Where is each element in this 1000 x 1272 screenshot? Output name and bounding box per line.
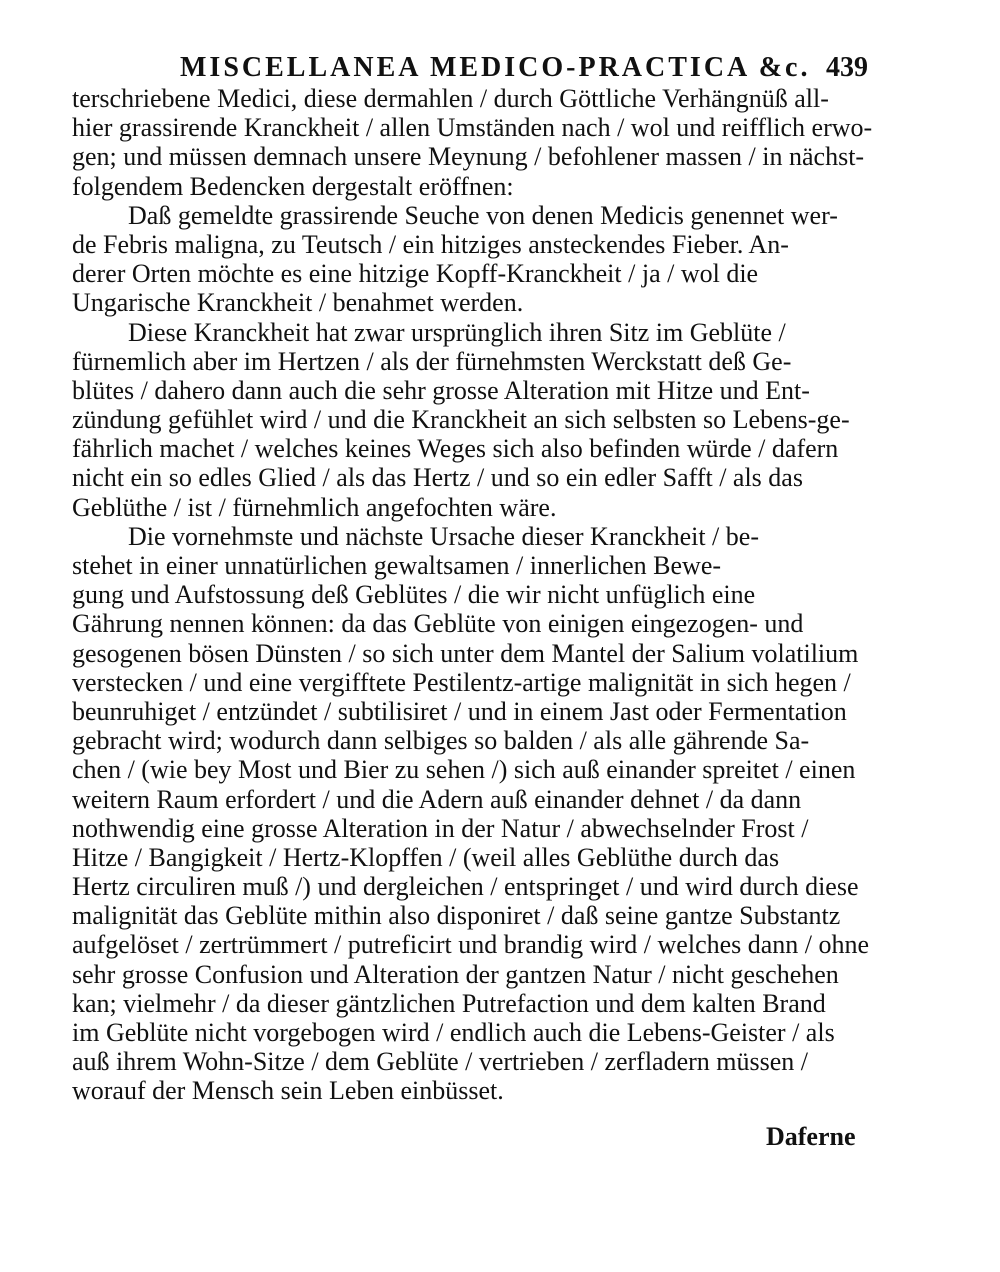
text-line: weitern Raum erfordert / und die Adern auß einander dehnet / da dann <box>72 784 802 814</box>
text-line: sehr grosse Confusion und Alteration der gantzen Natur / nicht geschehen <box>72 959 839 989</box>
text-line: Geblüthe / ist / fürnehmlich angefochten wäre. <box>72 492 557 522</box>
text-line: aufgelöset / zertrümmert / putreficirt und brandig wird / welches dann / ohne <box>72 930 870 960</box>
text-line: gen; und müssen demnach unsere Meynung / befohlener massen / in nächst- <box>72 142 865 172</box>
body-text <box>72 84 882 1106</box>
text-line: beunruhiget / entzündet / subtilisiret / und in einem Jast oder Fermentation <box>72 696 847 726</box>
text-line: auß ihrem Wohn-Sitze / dem Geblüte / vertrieben / zerfladern müssen / <box>72 1047 809 1077</box>
text-line: de Febris maligna, zu Teutsch / ein hitziges ansteckendes Fieber. An- <box>72 229 789 259</box>
paragraph-first-line: Diese Kranckheit hat zwar ursprünglich ihren Sitz im Geblüte / <box>128 317 786 347</box>
page-number: 439 <box>826 52 868 83</box>
paragraph-first-line: Daß gemeldte grassirende Seuche von denen Medicis genennet wer- <box>128 200 838 230</box>
text-line: hier grassirende Kranckheit / allen Umständen nach / wol und reifflich erwo- <box>72 113 873 143</box>
text-line: verstecken / und eine vergifftete Pestilentz-artige malignität in sich hegen / <box>72 667 851 697</box>
text-line: Hitze / Bangigkeit / Hertz-Klopffen / (weil alles Geblüthe durch das <box>72 842 780 872</box>
text-line: Hertz circuliren muß /) und dergleichen / entspringet / und wird durch diese <box>72 872 859 902</box>
text-line: Gährung nennen können: da das Geblüte von einigen eingezogen- und <box>72 609 804 639</box>
text-line: im Geblüte nicht vorgebogen wird / endlich auch die Lebens-Geister / als <box>72 1018 835 1047</box>
text-line: stehet in einer unnatürlichen gewaltsamen / innerlichen Bewe- <box>72 551 722 580</box>
text-line: worauf der Mensch sein Leben einbüsset. <box>72 1076 504 1106</box>
text-line: derer Orten möchte es eine hitzige Kopff-Kranckheit / ja / wol die <box>72 259 759 289</box>
text-line: kan; vielmehr / da dieser gäntzlichen Putrefaction und dem kalten Brand <box>72 988 826 1018</box>
text-line: gebracht wird; wodurch dann selbiges so balden / als alle gährende Sa- <box>72 726 810 756</box>
text-line: fährlich machet / welches keines Weges sich also befinden würde / dafern <box>72 434 839 464</box>
text-line: malignität das Geblüte mithin also disponiret / daß seine gantze Substantz <box>72 901 841 931</box>
running-head: MISCELLANEA MEDICO-PRACTICA &c. <box>180 52 811 83</box>
text-line: fürnemlich aber im Hertzen / als der fürnehmsten Werckstatt deß Ge- <box>72 346 792 376</box>
text-line: terschriebene Medici, diese dermahlen / durch Göttliche Verhängnüß all- <box>72 84 829 113</box>
text-line: zündung gefühlet wird / und die Kranckheit an sich selbsten so Lebens-ge- <box>72 405 850 435</box>
text-line: gesogenen bösen Dünsten / so sich unter dem Mantel der Salium volatilium <box>72 638 859 668</box>
text-line: gung und Aufstossung deß Geblütes / die wir nicht unfüglich eine <box>72 580 756 610</box>
catchword: Daferne <box>766 1122 856 1151</box>
text-line: folgendem Bedencken dergestalt eröffnen: <box>72 171 514 201</box>
text-line: chen / (wie bey Most und Bier zu sehen /) sich auß einander spreitet / einen <box>72 755 856 785</box>
text-line: blütes / dahero dann auch die sehr grosse Alteration mit Hitze und Ent- <box>72 375 810 405</box>
text-line: nothwendig eine grosse Alteration in der Natur / abwechselnder Frost / <box>72 813 809 843</box>
text-line: Ungarische Kranckheit / benahmet werden. <box>72 288 524 318</box>
text-line: nicht ein so edles Glied / als das Hertz / und so ein edler Safft / als das <box>72 463 803 493</box>
paragraph-first-line: Die vornehmste und nächste Ursache dieser Kranckheit / be- <box>128 521 759 551</box>
